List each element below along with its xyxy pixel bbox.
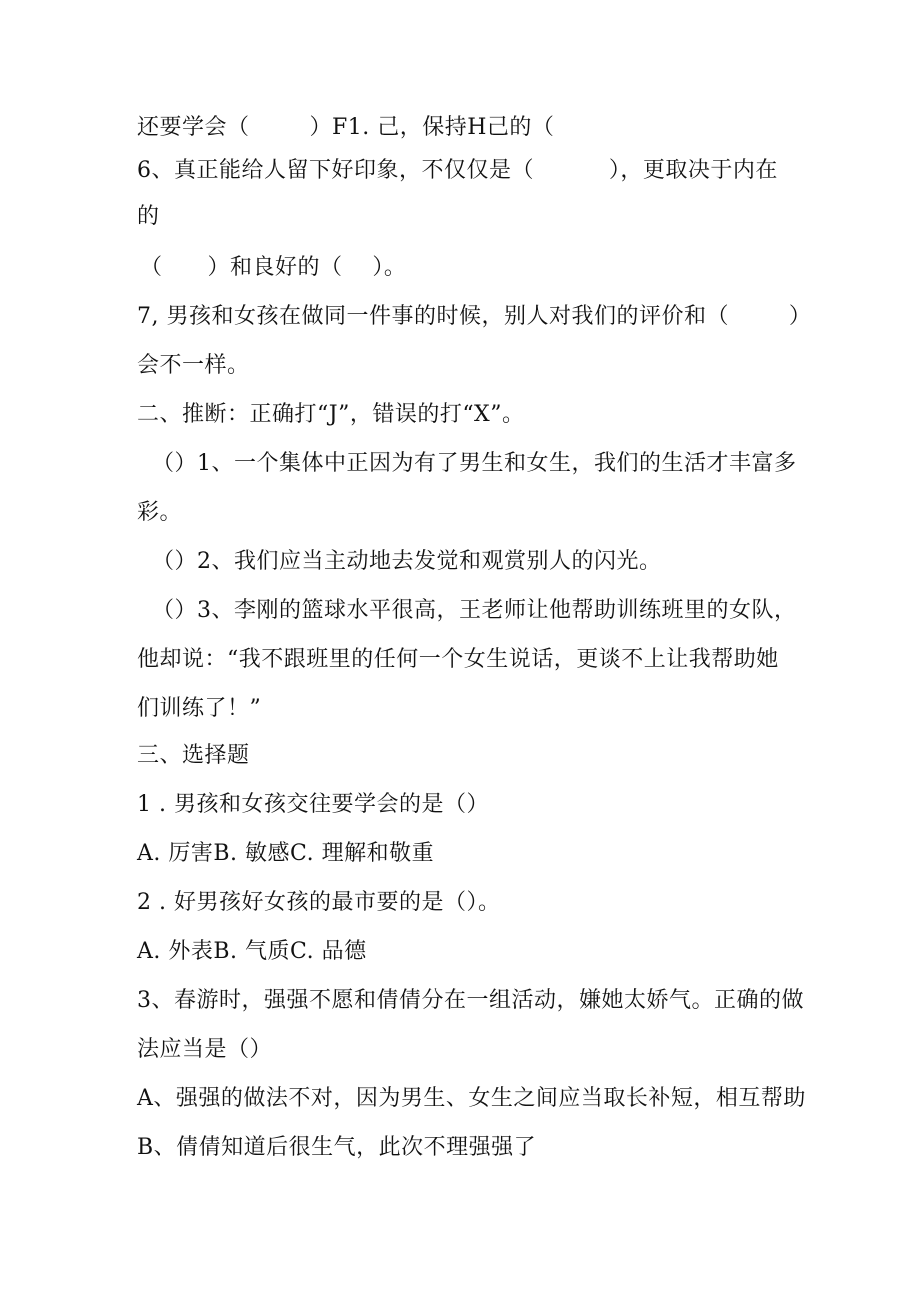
text-line: 2 . 好男孩好女孩的最市要的是（）。: [137, 890, 501, 915]
text-line: 他却说：“我不跟班里的任何一个女生说话，更谈不上让我帮助她: [137, 647, 779, 672]
text-line: 还要学会（ ）F1. 己，保持H己的（: [137, 115, 555, 140]
text-line: 们训练了！”: [137, 696, 262, 721]
section-heading: 三、选择题: [137, 743, 250, 768]
text-line: 彩。: [137, 500, 183, 525]
text-line: 的: [137, 204, 160, 229]
text-line: 会不一样。: [137, 353, 250, 378]
text-line: （）2、我们应当主动地去发觉和观赏别人的闪光。: [152, 549, 662, 574]
section-heading: 二、推断：正确打“J”，错误的打“X”。: [137, 402, 525, 427]
text-line: （）1、一个集体中正因为有了男生和女生，我们的生活才丰富多: [152, 451, 797, 476]
text-line: 法应当是（）: [137, 1037, 273, 1062]
text-line: A. 外表B. 气质C. 品德: [137, 939, 367, 964]
text-line: （）3、李刚的篮球水平很高，王老师让他帮助训练班里的女队，: [152, 598, 797, 623]
text-line: 7, 男孩和女孩在做同一件事的时候，别人对我们的评价和（ ）: [137, 304, 812, 329]
text-line: （ ）和良好的（ ）。: [140, 255, 407, 280]
text-line: 6、真正能给人留下好印象，不仅仅是（ ），更取决于内在: [137, 158, 778, 183]
text-line: 1 . 男孩和女孩交往要学会的是（）: [137, 792, 489, 817]
text-line: B、倩倩知道后很生气，此次不理强强了: [137, 1135, 537, 1160]
text-line: 3、春游时，强强不愿和倩倩分在一组活动，嫌她太娇气。正确的做: [137, 988, 804, 1013]
text-line: A、强强的做法不对，因为男生、女生之间应当取长补短，相互帮助: [137, 1086, 806, 1111]
text-line: A. 厉害B. 敏感C. 理解和敬重: [137, 841, 435, 866]
